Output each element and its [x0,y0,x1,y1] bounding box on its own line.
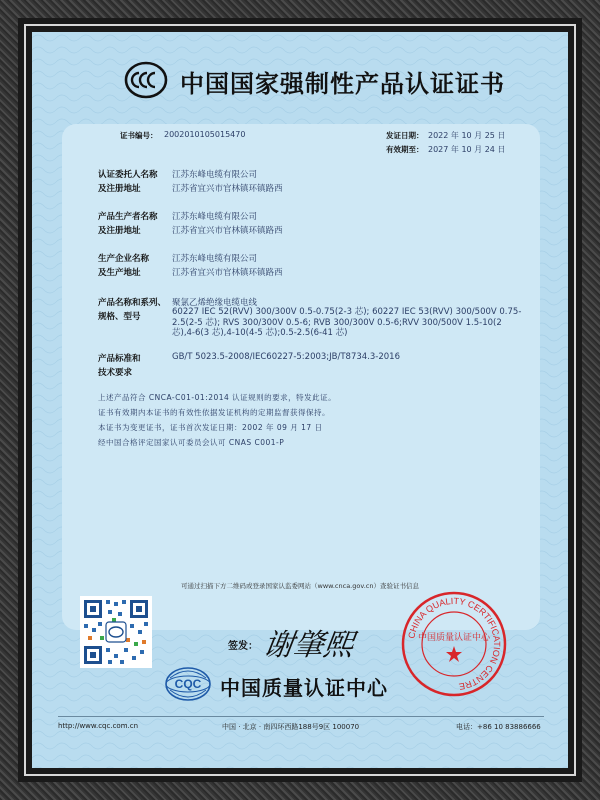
note-line-2: 证书有效期内本证书的有效性依据发证机构的定期监督获得保持。 [98,408,330,417]
manufacturer-address-value: 江苏省宜兴市官林镇环镇路西 [172,226,283,236]
note-line-4: 经中国合格评定国家认可委员会认可 CNAS C001-P [98,438,285,447]
issuer-name: 中国质量认证中心 [220,676,388,700]
seal-outer-text: CHINA QUALITY CERTIFICATION CENTRE [406,595,503,692]
note-line-1: 上述产品符合 CNCA-C01-01:2014 认证规则的要求，特发此证。 [98,393,337,402]
product-label-line1: 产品名称和系列、 [98,298,167,308]
title-row [32,58,568,102]
content-panel [62,124,540,630]
ccc-mark-icon [124,58,168,102]
factory-address-label: 及生产地址 [98,268,141,278]
footer-phone: 电话：+86 10 83886666 [456,723,541,731]
issue-date-value: 2022 年 10 月 25 日 [428,131,506,140]
product-label-line2: 规格、型号 [98,312,141,322]
expiry-date-value: 2027 年 10 月 24 日 [428,145,506,154]
note-line-3: 本证书为变更证书，证书首次发证日期：2002 年 09 月 17 日 [98,423,323,432]
certificate-title: 中国国家强制性产品认证证书 [180,70,505,98]
applicant-address-label: 及注册地址 [98,184,141,194]
applicant-label: 认证委托人名称 [98,170,158,180]
seal-inner-text: 中国质量认证中心 [417,633,491,643]
factory-address-value: 江苏省宜兴市官林镇环镇路西 [172,268,283,278]
qr-code-icon[interactable] [80,596,152,668]
expiry-date-label: 有效期至： [386,145,424,154]
applicant-address-value: 江苏省宜兴市官林镇环镇路西 [172,184,283,194]
standard-value: GB/T 5023.5-2008/IEC60227-5:2003;JB/T8734.3-2016 [172,352,401,362]
footer-website[interactable]: http://www.cqc.com.cn [58,722,139,730]
applicant-value: 江苏东峰电缆有限公司 [172,170,258,180]
certificate-paper [32,32,568,768]
manufacturer-value: 江苏东峰电缆有限公司 [172,212,258,222]
standard-label-line1: 产品标准和 [98,354,141,364]
signature: 谢肇熙 [261,628,356,663]
product-spec-value: 60227 IEC 52(RVV) 300/300V 0.5-0.75(2-3 芯); 60227 IEC 53(RVV) 300/500V 0.75-2.5(2-5 芯); RVS 300/300V 0.5-6; RVB 300/300V 0.5-6;RVV 300/500V 1.5-10(2 芯),4-6(3 芯),4-10(4-5 芯);0.5-2.5(6-41 芯) [172,307,522,338]
factory-label: 生产企业名称 [98,254,150,264]
official-seal-icon [400,590,508,698]
footer-divider [58,716,544,717]
standard-label-line2: 技术要求 [98,368,133,378]
cqc-logo-text: CQC [174,677,202,691]
factory-value: 江苏东峰电缆有限公司 [172,254,258,264]
issue-date-label: 发证日期： [386,131,424,140]
manufacturer-address-label: 及注册地址 [98,226,141,236]
cqc-logo-icon [164,666,212,702]
cert-no-value: 2002010105015470 [164,130,246,139]
footer-address: 中国 · 北京 · 南四环西路188号9区 100070 [222,723,360,731]
signature-label: 签发： [228,641,258,652]
manufacturer-label: 产品生产者名称 [98,212,158,222]
verify-instructions: 可通过扫描下方二维码或登录国家认监委网站（www.cnca.gov.cn）查验证书信息 [181,582,419,590]
cert-no-label: 证书编号： [120,131,158,140]
product-name-value: 聚氯乙烯绝缘电缆电线 [172,298,258,308]
